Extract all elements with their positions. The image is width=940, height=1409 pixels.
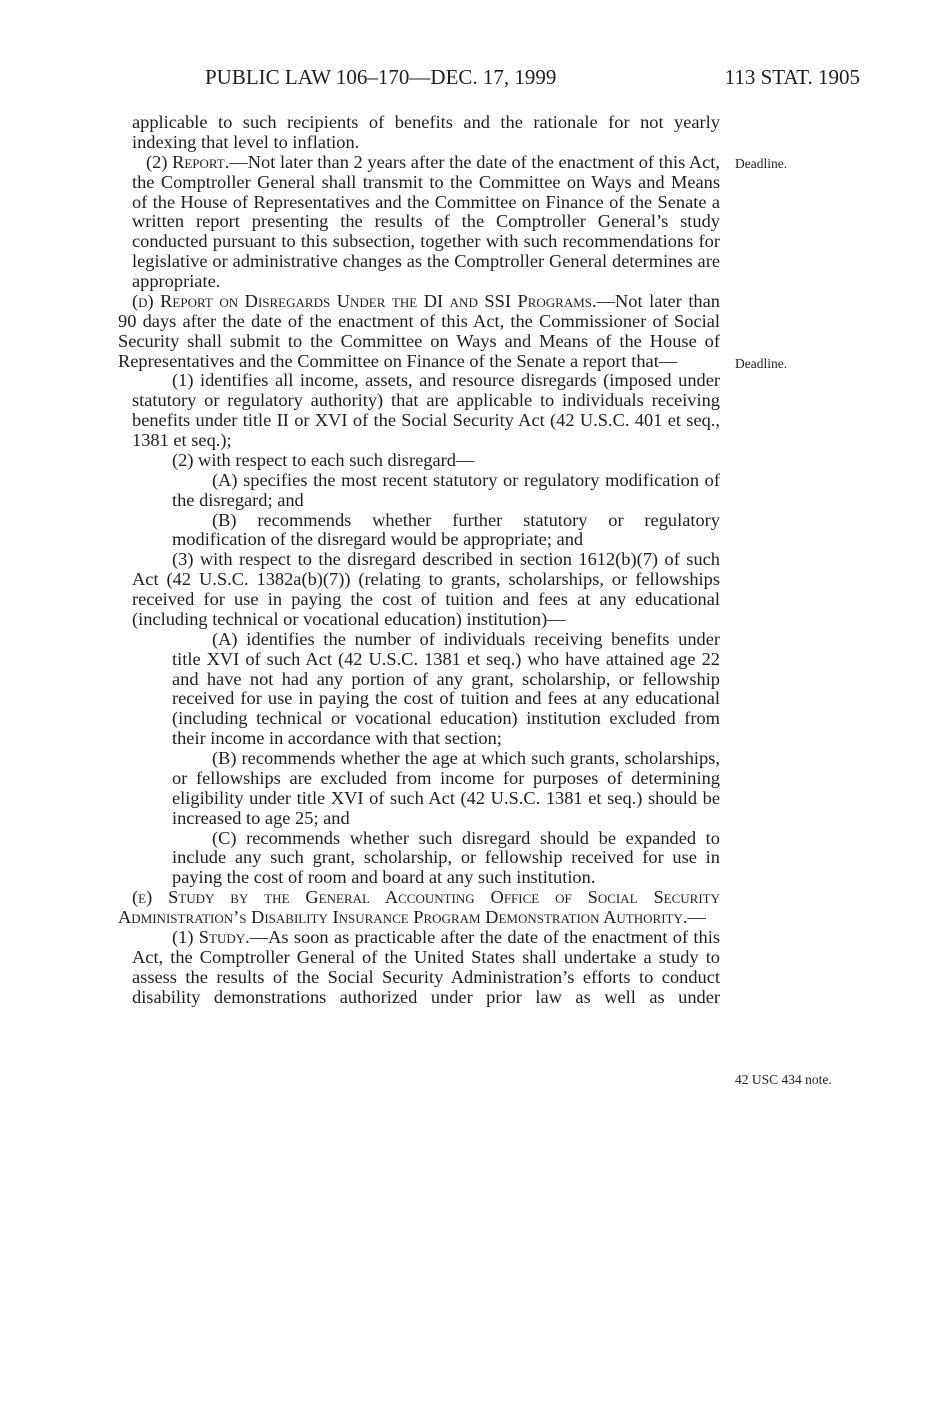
- margin-note-deadline-2: Deadline.: [735, 356, 788, 371]
- paragraph-text: —Not later than 2 years after the date of the enactment of this Act, the Comptroller General shall transmit to the Committee on Ways and Means of the House of Representatives and the Committee on Finance of the Senate a written report presenting the results of the Comptroller General’s study conducted pursuant to this subsection, together with such recommendations for legislative or administrative changes as the Comptroller General determines are appropriate.: [132, 151, 721, 291]
- paragraph-c1-continuation: applicable to such recipients of benefits and the rationale for not yearly indexing that level to inflation.: [132, 112, 720, 152]
- subsection-dash: —: [687, 907, 706, 927]
- paragraph-text: —As soon as practicable after the date of the enactment of this Act, the Comptroller General of the United States shall undertake a study to assess the results of the Social Security Administration’s efforts to conduct disability demonstrations authorized under prior law as well as under: [132, 926, 720, 1007]
- subsection-heading: (e) Study by the General Accounting Office of Social Security Administration’s Disability Insurance Program Demonstration Authority.: [118, 887, 720, 927]
- subparagraph-d3c: (C) recommends whether such disregard should be expanded to include any such grant, scholarship, or fellowship received for use in paying the cost of room and board at any such institution.: [172, 827, 720, 888]
- paragraph-heading: (2) Report.: [146, 151, 230, 172]
- paragraph-e1-study: [118, 928, 720, 1008]
- subsection-text: —Not later than 90 days after the date of the enactment of this Act, the Commissioner of Social Security shall submit to the Committee on Ways and Means of the House of Representatives and the Committee on Finance of the Senate a report that—: [118, 290, 720, 371]
- subsection-d: [118, 292, 720, 372]
- subparagraph-d2b: (B) recommends whether further statutory or regulatory modification of the disregard would be appropriate; and: [172, 509, 720, 550]
- running-header-citation: PUBLIC LAW 106–170—DEC. 17, 1999: [205, 65, 557, 89]
- margin-note-deadline-1: Deadline.: [735, 156, 788, 171]
- margin-note-usc-citation: 42 USC 434 note.: [735, 1072, 832, 1087]
- paragraph-d1: (1) identifies all income, assets, and resource disregards (imposed under statutory or regulatory authority) that are applicable to individuals receiving benefits under title II or XVI of the Social Security Act (42 U.S.C. 401 et seq., 1381 et seq.);: [132, 370, 720, 450]
- subsection-heading: (d) Report on Disregards Under the DI and SSI Programs.: [132, 290, 597, 311]
- paragraph-d2: (2) with respect to each such disregard—: [172, 449, 475, 470]
- subsection-e: [118, 888, 720, 928]
- body-text: [118, 113, 720, 1007]
- subparagraph-d3b: (B) recommends whether the age at which such grants, scholarships, or fellowships are excluded from income for purposes of determining eligibility under title XVI of such Act (42 U.S.C. 1381 et seq.) should be increased to age 25; and: [172, 748, 720, 828]
- subparagraph-d3a: (A) identifies the number of individuals receiving benefits under title XVI of such Act (42 U.S.C. 1381 et seq.) who have attained age 22 and have not had any portion of any grant, scholarship, or fellowship received for use in paying the cost of tuition and fees at any educational (including technical or vocational education) institution excluded from their income in accordance with that section;: [172, 628, 720, 749]
- paragraph-d3: (3) with respect to the disregard described in section 1612(b)(7) of such Act (42 U.S.C. 1382a(b)(7)) (relating to grants, scholarships, or fellowships received for use in paying the cost of tuition and fees at any educational (including technical or vocational education) institution)—: [132, 549, 720, 629]
- subparagraph-d2a: (A) specifies the most recent statutory or regulatory modification of the disregard; and: [172, 469, 720, 510]
- paragraph-heading: (1) Study.: [172, 926, 250, 947]
- running-header-page-number: 113 STAT. 1905: [724, 65, 860, 89]
- paragraph-c2-report: [118, 153, 720, 292]
